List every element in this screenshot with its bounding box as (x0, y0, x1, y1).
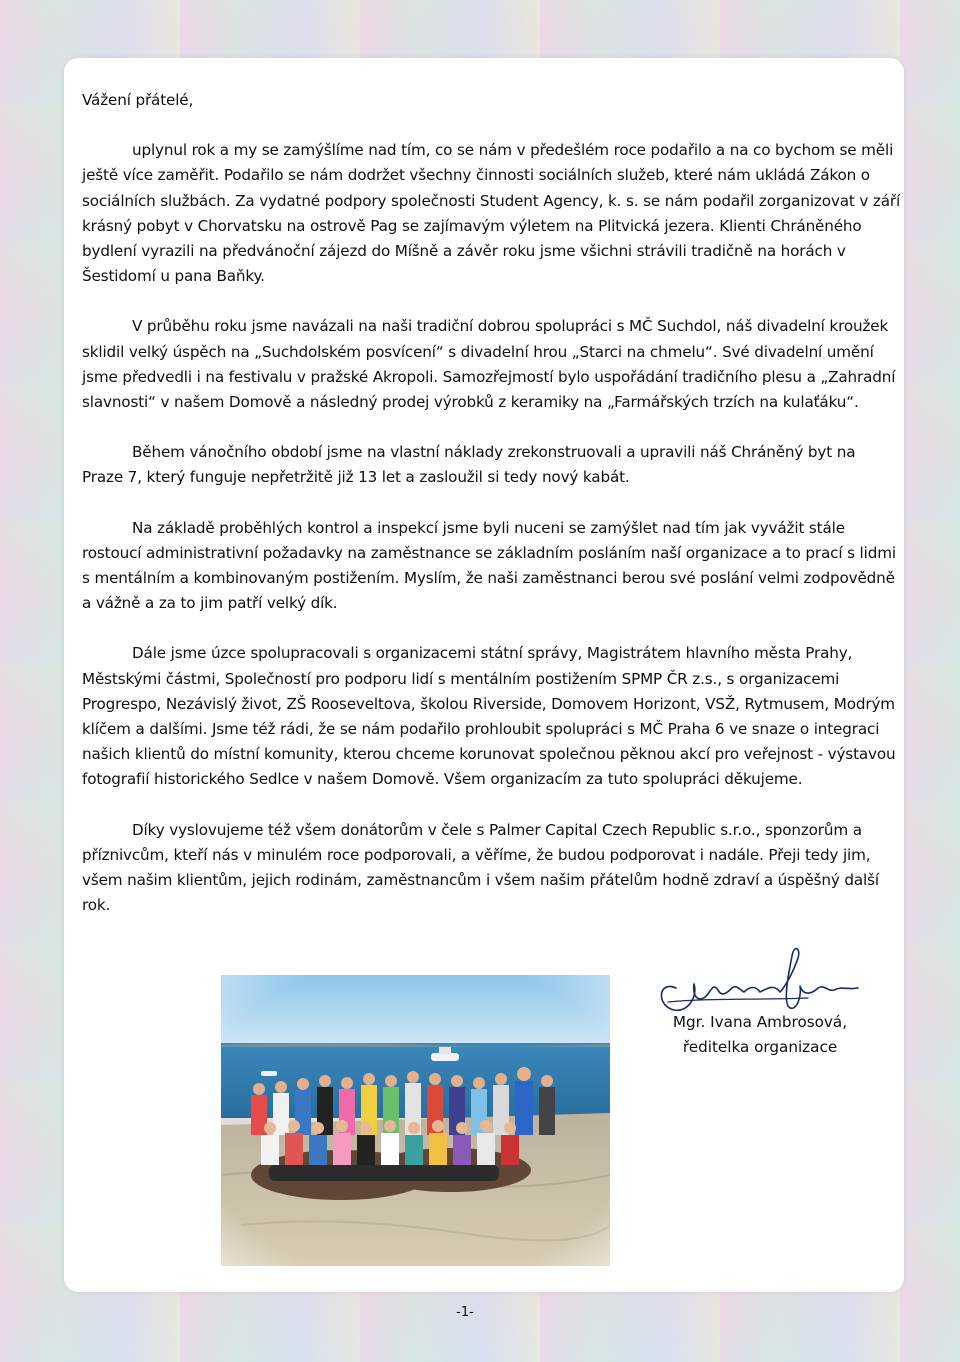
letter-paragraph-5: Dále jsme úzce spolupracovali s organizacemi státní správy, Magistrátem hlavního města Prahy, Městskými částmi, Společností pro podporu lidí s mentálním postižením SPMP ČR z.s., s organizacemi Progrespo, Nezávislý život, ZŠ Rooseveltova, školou Riverside, Domovem Horizont, VSŽ, Rytmusem, Modrým klíčem a dalšími. Jsme též rádi, že se nám podařilo prohloubit spolupráci s MČ Praha 6 ve snaze o integraci našich klientů do místní komunity, kterou chceme korunovat společnou pěknou akcí pro veřejnost - výstavou fotografií historického Sedlce v našem Domově. Všem organizacím za tuto spolupráci děkujeme. (82, 644, 896, 789)
group-photo-illustration (221, 975, 610, 1266)
letter-paragraph-1: uplynul rok a my se zamýšlíme nad tím, co se nám v předešlém roce podařilo a na co bychom se měli ještě více zaměřit. Podařilo se nám dodržet všechny činnosti sociálních služeb, které nám ukládá Zákon o sociálních službách. Za vydatné podpory společnosti Student Agency, k. s. se nám podařil zorganizovat v září krásný pobyt v Chorvatsku na ostrově Pag se zajímavým výletem na Plitvická jezera. Klienti Chráněného bydlení vyrazili na předvánoční zájezd do Míšně a závěr roku jsme všichni strávili tradičně na horách v Šestidomí u pana Baňky. (82, 141, 901, 286)
page-number: -1- (456, 1305, 474, 1320)
signer-title: ředitelka organizace (682, 1038, 838, 1056)
handwritten-signature (648, 940, 884, 1020)
letter-greeting: Vážení přátelé, (82, 91, 194, 109)
letter-paragraph-2: V průběhu roku jsme navázali na naši tradiční dobrou spolupráci s MČ Suchdol, náš divadelní kroužek sklidil velký úspěch na „Suchdolském posvícení“ s divadelní hrou „Starci na chmelu“. Své divadelní umění jsme předvedli i na festivalu v pražské Akropoli. Samozřejmostí bylo uspořádání tradičního plesu a „Zahradní slavnosti“ v našem Domově a následný prodej výrobků z keramiky na „Farmářských trzích na kulaťáku“. (82, 317, 896, 412)
letter-paragraph-3: Během vánočního období jsme na vlastní náklady zrekonstruovali a upravili náš Chráněný byt na Praze 7, který funguje nepřetržitě již 13 let a zasloužil si tedy nový kabát. (82, 443, 856, 487)
letter-paragraph-4: Na základě proběhlých kontrol a inspekcí jsme byli nuceni se zamýšlet nad tím jak vyvážit stále rostoucí administrativní požadavky na zaměstnance se základním posláním naší organizace a to prací s lidmi s mentálním a kombinovaným postižením. Myslím, že naši zaměstnanci berou své poslání velmi zodpovědně a vážně a za to jim patří velký dík. (82, 518, 896, 613)
letter-body (82, 88, 900, 943)
signature-block (640, 1010, 880, 1060)
group-photo (221, 975, 610, 1266)
letter-paragraph-6: Díky vyslovujeme též všem donátorům v čele s Palmer Capital Czech Republic s.r.o., sponzorům a příznivcům, kteří nás v minulém roce podporovali, a věříme, že budou podporovat i nadále. Přeji tedy jim, všem našim klientům, jejich rodinám, zaměstnancům i všem našim přátelům hodně zdraví a úspěšný další rok. (82, 820, 879, 915)
signer-name: Mgr. Ivana Ambrosová, (672, 1013, 848, 1031)
